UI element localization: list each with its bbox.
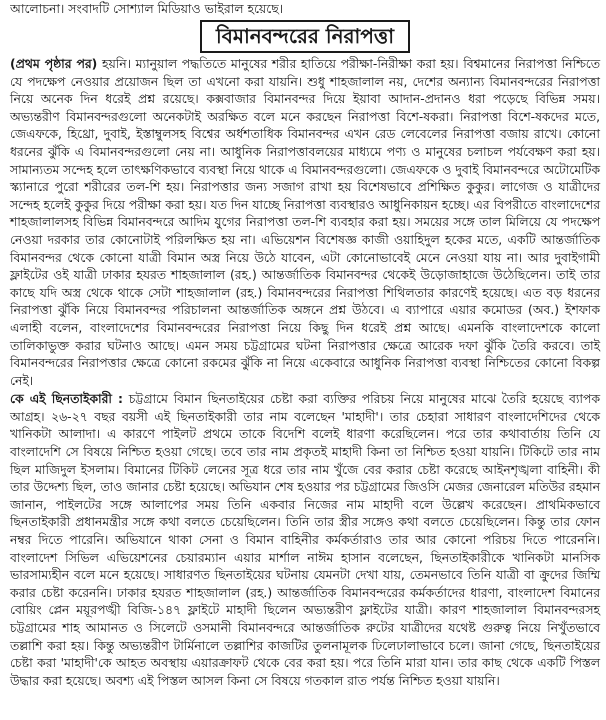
headline-container xyxy=(10,20,600,53)
intro-fragment: আলোচনা। সংবাদটি সোশ্যাল মিডিয়াও ভাইরাল হয়েছে। xyxy=(10,1,284,16)
section-1-lead: (প্রথম পৃষ্ঠার পর) xyxy=(10,57,98,71)
article-section-1 xyxy=(10,56,600,390)
article-section-2 xyxy=(10,391,600,690)
headline: বিমানবন্দরের নিরাপত্তা xyxy=(200,20,410,53)
section-2-body: চট্টগ্রামে বিমান ছিনতাইয়ের চেষ্টা করা ব্যক্তির পরিচয় নিয়ে মানুষের মাঝে তৈরি হয়েছে ব্যাপক আগ্রহ। ২৬-২৭ বছর বয়সী এই ছিনতাইকারী তার নাম বলেছেন 'মাহাদী'। তার চেহারা সাধারণ বাংলাদেশিদের থেকে খানিকটা আলাদা। এ কারণে পাইলট প্রথমে তাকে বিদেশি বলেই ধারণা করেছিলেন। পরে তার কথাবার্তায় তিনি যে বাংলাদেশি সে বিষয়ে নিশ্চিত হওয়া গেছে। তবে তার নাম প্রকৃতই মাহাদী কিনা তা নিশ্চিত হওয়া যায়নি। টিকিটে তার নাম ছিল মাজিদুল ইসলাম। বিমানের টিকিট লেনের সূত্র ধরে তার নাম খুঁজে বের করার চেষ্টা করেছে আইনশৃঙ্খলা বাহিনী। কী তার উদ্দেশ্য ছিল, তাও জানার চেষ্টা হয়েছে। অভিযান শেষ হওয়ার পর চট্টগ্রামের জিওসি মেজর জেনারেল মতিউর রহমান জানান, পাইলটের সঙ্গে আলাপের সময় তিনি একবার নিজের নাম মাহাদী বলে উল্লেখ করেছেন। প্রাথমিকভাবে ছিনতাইকারী প্রধানমন্ত্রীর সঙ্গে কথা বলতে চেয়েছিলেন। তিনি তার স্ত্রীর সঙ্গেও কথা বলতে চেয়েছিলেন। কিন্তু তার ফোন নম্বর দিতে পারেনি। অভিযানে থাকা সেনা ও বিমান বাহিনীর কর্মকর্তারাও তার আর কোনো পরিচয় দিতে পারেননি। বাংলাদেশ সিভিল এভিয়েশনের চেয়ারম্যান এয়ার মার্শাল নাঈম হাসান বলেছেন, ছিনতাইকারীকে খানিকটা মানসিক ভারসাম্যহীন বলে মনে হয়েছে। সাধারণত ছিনতাইয়ের ঘটনায় যেমনটা দেখা যায়, তেমনভাবে তিনি যাত্রী বা ক্রুদের জিম্মি করার চেষ্টা করেননি। ঢাকার হযরত শাহজালাল (রহ.) আন্তর্জাতিক বিমানবন্দরের কর্মকর্তাদের ধারণা, বাংলাদেশ বিমানের বোয়িং প্লেন ময়ূরপঙ্খী বিজি-১৪৭ ফ্লাইটে মাহাদী ছিলেন অভ্যন্তরীণ ফ্লাইটের যাত্রী। কারণ শাহজালাল বিমানবন্দরসহ চট্টগ্রামের শাহ আমানত ও সিলেটে ওসমানী বিমানবন্দরে আন্তর্জাতিক রুটের যাত্রীদের যথেষ্ট গুরুত্ব নিয়ে নিখুঁতভাবে তল্লাশি করা হয়। কিন্তু অভ্যন্তরীণ টার্মিনালে তল্লাশির কাজটির তুলনামূলক ঢিলেঢালাভাবে চলে। জানা গেছে, ছিনতাইয়ের চেষ্টা করা 'মাহাদী'কে আহত অবস্থায় এয়ারক্রাফট থেকে বের করা হয়। পরে তিনি মারা যান। তার কাছ থেকে একটি পিস্তল উদ্ধার করা হয়েছে। অবশ্য এই পিস্তল আসল কিনা সে বিষয়ে গতকাল রাত পর্যন্ত নিশ্চিত হওয়া যায়নি। xyxy=(10,392,600,688)
section-1-body: হয়নি। ম্যানুয়াল পদ্ধতিতে মানুষের শরীর হাতিয়ে পরীক্ষা-নিরীক্ষা করা হয়। বিশ্বমানের নিরাপত্তা নিশ্চিতে যে পদক্ষেপ নেওয়ার প্রয়োজন ছিল তা এখনো করা যায়নি। শুধু শাহজালাল নয়, দেশের অন্যান্য বিমানবন্দরের নিরাপত্তা নিয়ে অনেক দিন ধরেই প্রশ্ন রয়েছে। কক্সবাজার বিমানবন্দর দিয়ে ইয়াবা আদান-প্রদানও ধরা পড়েছে বিভিন্ন সময়। অভ্যন্তরীণ বিমানবন্দরগুলো অনেকটাই অরক্ষিত বলে মনে করছেন নিরাপত্তা বিশে-ষকরা। নিরাপত্তা বিশে-ষকদের মতে, জেএফকে, হিথ্রো, দুবাই, ইস্তাম্বুলসহ বিশ্বের অর্ধশতাধিক বিমানবন্দর এখন রেড লেবেলের নিরাপত্তা বজায় রাখে। কোনো ধরনের ঝুঁকি এ বিমানবন্দরগুলো নেয় না। আধুনিক নিরাপত্তাবলয়ের মাধ্যমে পণ্য ও মানুষের চলাচল পর্যবেক্ষণ করা হয়। সামান্যতম সন্দেহ হলে তাৎক্ষণিকভাবে ব্যবস্থা নিয়ে থাকে এ বিমানবন্দরগুলো। জেএফকে ও দুবাই বিমানবন্দরে অটোমেটিক স্ক্যানারে পুরো শরীরের তল-শি হয়। নিরাপত্তার জন্য সজাগ রাখা হয় বিশেষভাবে প্রশিক্ষিত কুকুর। লাগেজ ও যাত্রীদের সন্দেহ হলেই কুকুর দিয়ে পরীক্ষা করা হয়। যত দিন যাচ্ছে নিরাপত্তা ব্যবস্থারও আধুনিকায়ন হচ্ছে। এর বিপরীতে বাংলাদেশের শাহজালালসহ বিভিন্ন বিমানবন্দরে আদিম যুগের নিরাপত্তা তল-শি ব্যবহার করা হয়। সময়ের সঙ্গে তাল মিলিয়ে যে পদক্ষেপ নেওয়া দরকার তার কোনোটাই পরিলক্ষিত হয় না। এভিয়েশন বিশেষজ্ঞ কাজী ওয়াহিদুল হকের মতে, একটি আন্তর্জাতিক বিমানবন্দর থেকে কোনো যাত্রী বিমান অস্ত্র নিয়ে উঠে যাবেন, এটা কোনোভাবেই মেনে নেওয়া যায় না। আর দুবাইগামী ফ্লাইটের ওই যাত্রী ঢাকার হযরত শাহজালাল (রহ.) আন্তর্জাতিক বিমানবন্দর থেকেই উড়োজাহাজে উঠেছিলেন। তাই তার কাছে যদি অস্ত্র থেকে থাকে সেটা শাহজালাল (রহ.) বিমানবন্দরের নিরাপত্তা শিথিলতার কারণেই হয়েছে। এত বড় ধরনের নিরাপত্তা ঝুঁকি নিয়ে বিমানবন্দর পরিচালনা আন্তর্জাতিক অঙ্গনে প্রশ্ন উঠবে। এ ব্যাপারে এয়ার কমোডর (অব.) ইশফাক এলাহী বলেন, বাংলাদেশের বিমানবন্দরের নিরাপত্তা নিয়ে কিছু দিন ধরেই প্রশ্ন আছে। এমনকি বাংলাদেশকে কালো তালিকাভুক্ত করার ঘটনাও আছে। এমন সময় চট্টগ্রামের ঘটনা নিরাপত্তার ক্ষেত্রে আরেক দফা ঝুঁকি তৈরি করবে। তাই বিমানবন্দরের নিরাপত্তার ক্ষেত্রে কোনো রকমের ঝুঁকি না নিয়ে একেবারে আধুনিক নিরাপত্তা ব্যবস্থা নিশ্চিতের কোনো বিকল্প নেই। xyxy=(10,57,600,388)
section-2-lead: কে এই ছিনতাইকারী : xyxy=(10,392,123,407)
